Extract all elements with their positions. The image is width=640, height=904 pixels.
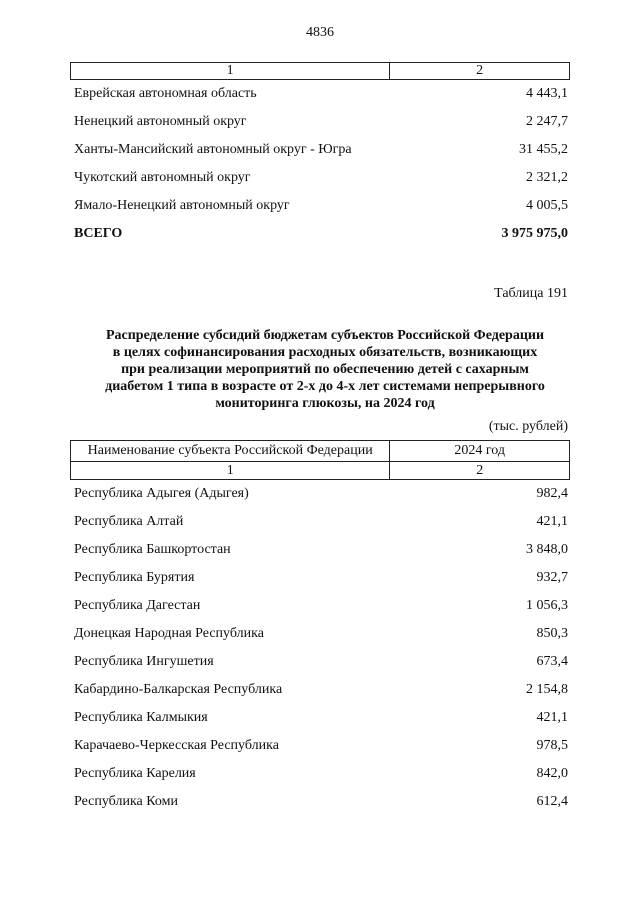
region-name: Республика Дагестан bbox=[74, 598, 201, 613]
region-value: 673,4 bbox=[536, 654, 568, 669]
table-row bbox=[74, 139, 568, 161]
region-name: Ямало-Ненецкий автономный округ bbox=[74, 198, 290, 213]
region-value: 850,3 bbox=[536, 626, 568, 641]
table-row bbox=[74, 595, 568, 617]
total-value: 3 975 975,0 bbox=[501, 226, 568, 241]
prev-col-num-2: 2 bbox=[390, 63, 570, 80]
title-line: в целях софинансирования расходных обязательств, возникающих bbox=[112, 345, 538, 360]
region-value: 842,0 bbox=[536, 766, 568, 781]
prev-col-num-1: 1 bbox=[71, 63, 390, 80]
column-number-1: 1 bbox=[71, 462, 390, 480]
table-row bbox=[74, 791, 568, 813]
region-name: Республика Карелия bbox=[74, 766, 196, 781]
region-name: Республика Коми bbox=[74, 794, 178, 809]
region-name: Республика Алтай bbox=[74, 514, 184, 529]
table-row bbox=[74, 483, 568, 505]
region-value: 978,5 bbox=[536, 738, 568, 753]
title-line: при реализации мероприятий по обеспечению детей с сахарным bbox=[121, 362, 529, 377]
region-value: 1 056,3 bbox=[526, 598, 568, 613]
table-row bbox=[74, 567, 568, 589]
region-value: 2 321,2 bbox=[526, 170, 568, 185]
page-number: 4836 bbox=[306, 25, 334, 40]
prev-table-column-numbers bbox=[70, 62, 570, 80]
table-row bbox=[74, 735, 568, 757]
column-header-year: 2024 год bbox=[390, 441, 570, 462]
region-value: 421,1 bbox=[536, 710, 568, 725]
region-name: Кабардино-Балкарская Республика bbox=[74, 682, 283, 697]
table-row bbox=[74, 651, 568, 673]
table-label: Таблица 191 bbox=[494, 286, 568, 301]
region-name: Республика Калмыкия bbox=[74, 710, 208, 725]
region-name: Чукотский автономный округ bbox=[74, 170, 251, 185]
region-name: Ханты-Мансийский автономный округ - Югра bbox=[74, 142, 352, 157]
region-name: Республика Ингушетия bbox=[74, 654, 214, 669]
region-value: 421,1 bbox=[536, 514, 568, 529]
table-row bbox=[74, 111, 568, 133]
table-row bbox=[74, 167, 568, 189]
table-row bbox=[74, 511, 568, 533]
title-line: диабетом 1 типа в возрасте от 2-х до 4-х лет системами непрерывного bbox=[105, 379, 545, 394]
region-value: 31 455,2 bbox=[519, 142, 568, 157]
region-name: Еврейская автономная область bbox=[74, 86, 257, 101]
units-label: (тыс. рублей) bbox=[488, 419, 568, 434]
region-name: Карачаево-Черкесская Республика bbox=[74, 738, 279, 753]
table-row bbox=[74, 83, 568, 105]
total-row bbox=[74, 223, 568, 245]
table-row bbox=[74, 679, 568, 701]
region-value: 2 247,7 bbox=[526, 114, 568, 129]
table-row bbox=[74, 623, 568, 645]
table-row bbox=[74, 763, 568, 785]
title-line: Распределение субсидий бюджетам субъектов Российской Федерации bbox=[105, 328, 545, 343]
column-header-region: Наименование субъекта Российской Федерации bbox=[71, 441, 390, 462]
table-title bbox=[70, 327, 580, 412]
region-value: 982,4 bbox=[536, 486, 568, 501]
table-header bbox=[70, 440, 570, 480]
region-value: 612,4 bbox=[536, 794, 568, 809]
region-name: Донецкая Народная Республика bbox=[74, 626, 264, 641]
region-value: 3 848,0 bbox=[526, 542, 568, 557]
region-value: 2 154,8 bbox=[526, 682, 568, 697]
table-row bbox=[74, 539, 568, 561]
column-number-2: 2 bbox=[390, 462, 570, 480]
table-row bbox=[74, 195, 568, 217]
region-value: 4 443,1 bbox=[526, 86, 568, 101]
region-name: Ненецкий автономный округ bbox=[74, 114, 247, 129]
region-value: 932,7 bbox=[536, 570, 568, 585]
table-row bbox=[74, 707, 568, 729]
region-value: 4 005,5 bbox=[526, 198, 568, 213]
region-name: Республика Башкортостан bbox=[74, 542, 231, 557]
total-label: ВСЕГО bbox=[74, 226, 123, 241]
region-name: Республика Бурятия bbox=[74, 570, 195, 585]
region-name: Республика Адыгея (Адыгея) bbox=[74, 486, 249, 501]
title-line: мониторинга глюкозы, на 2024 год bbox=[215, 396, 435, 411]
